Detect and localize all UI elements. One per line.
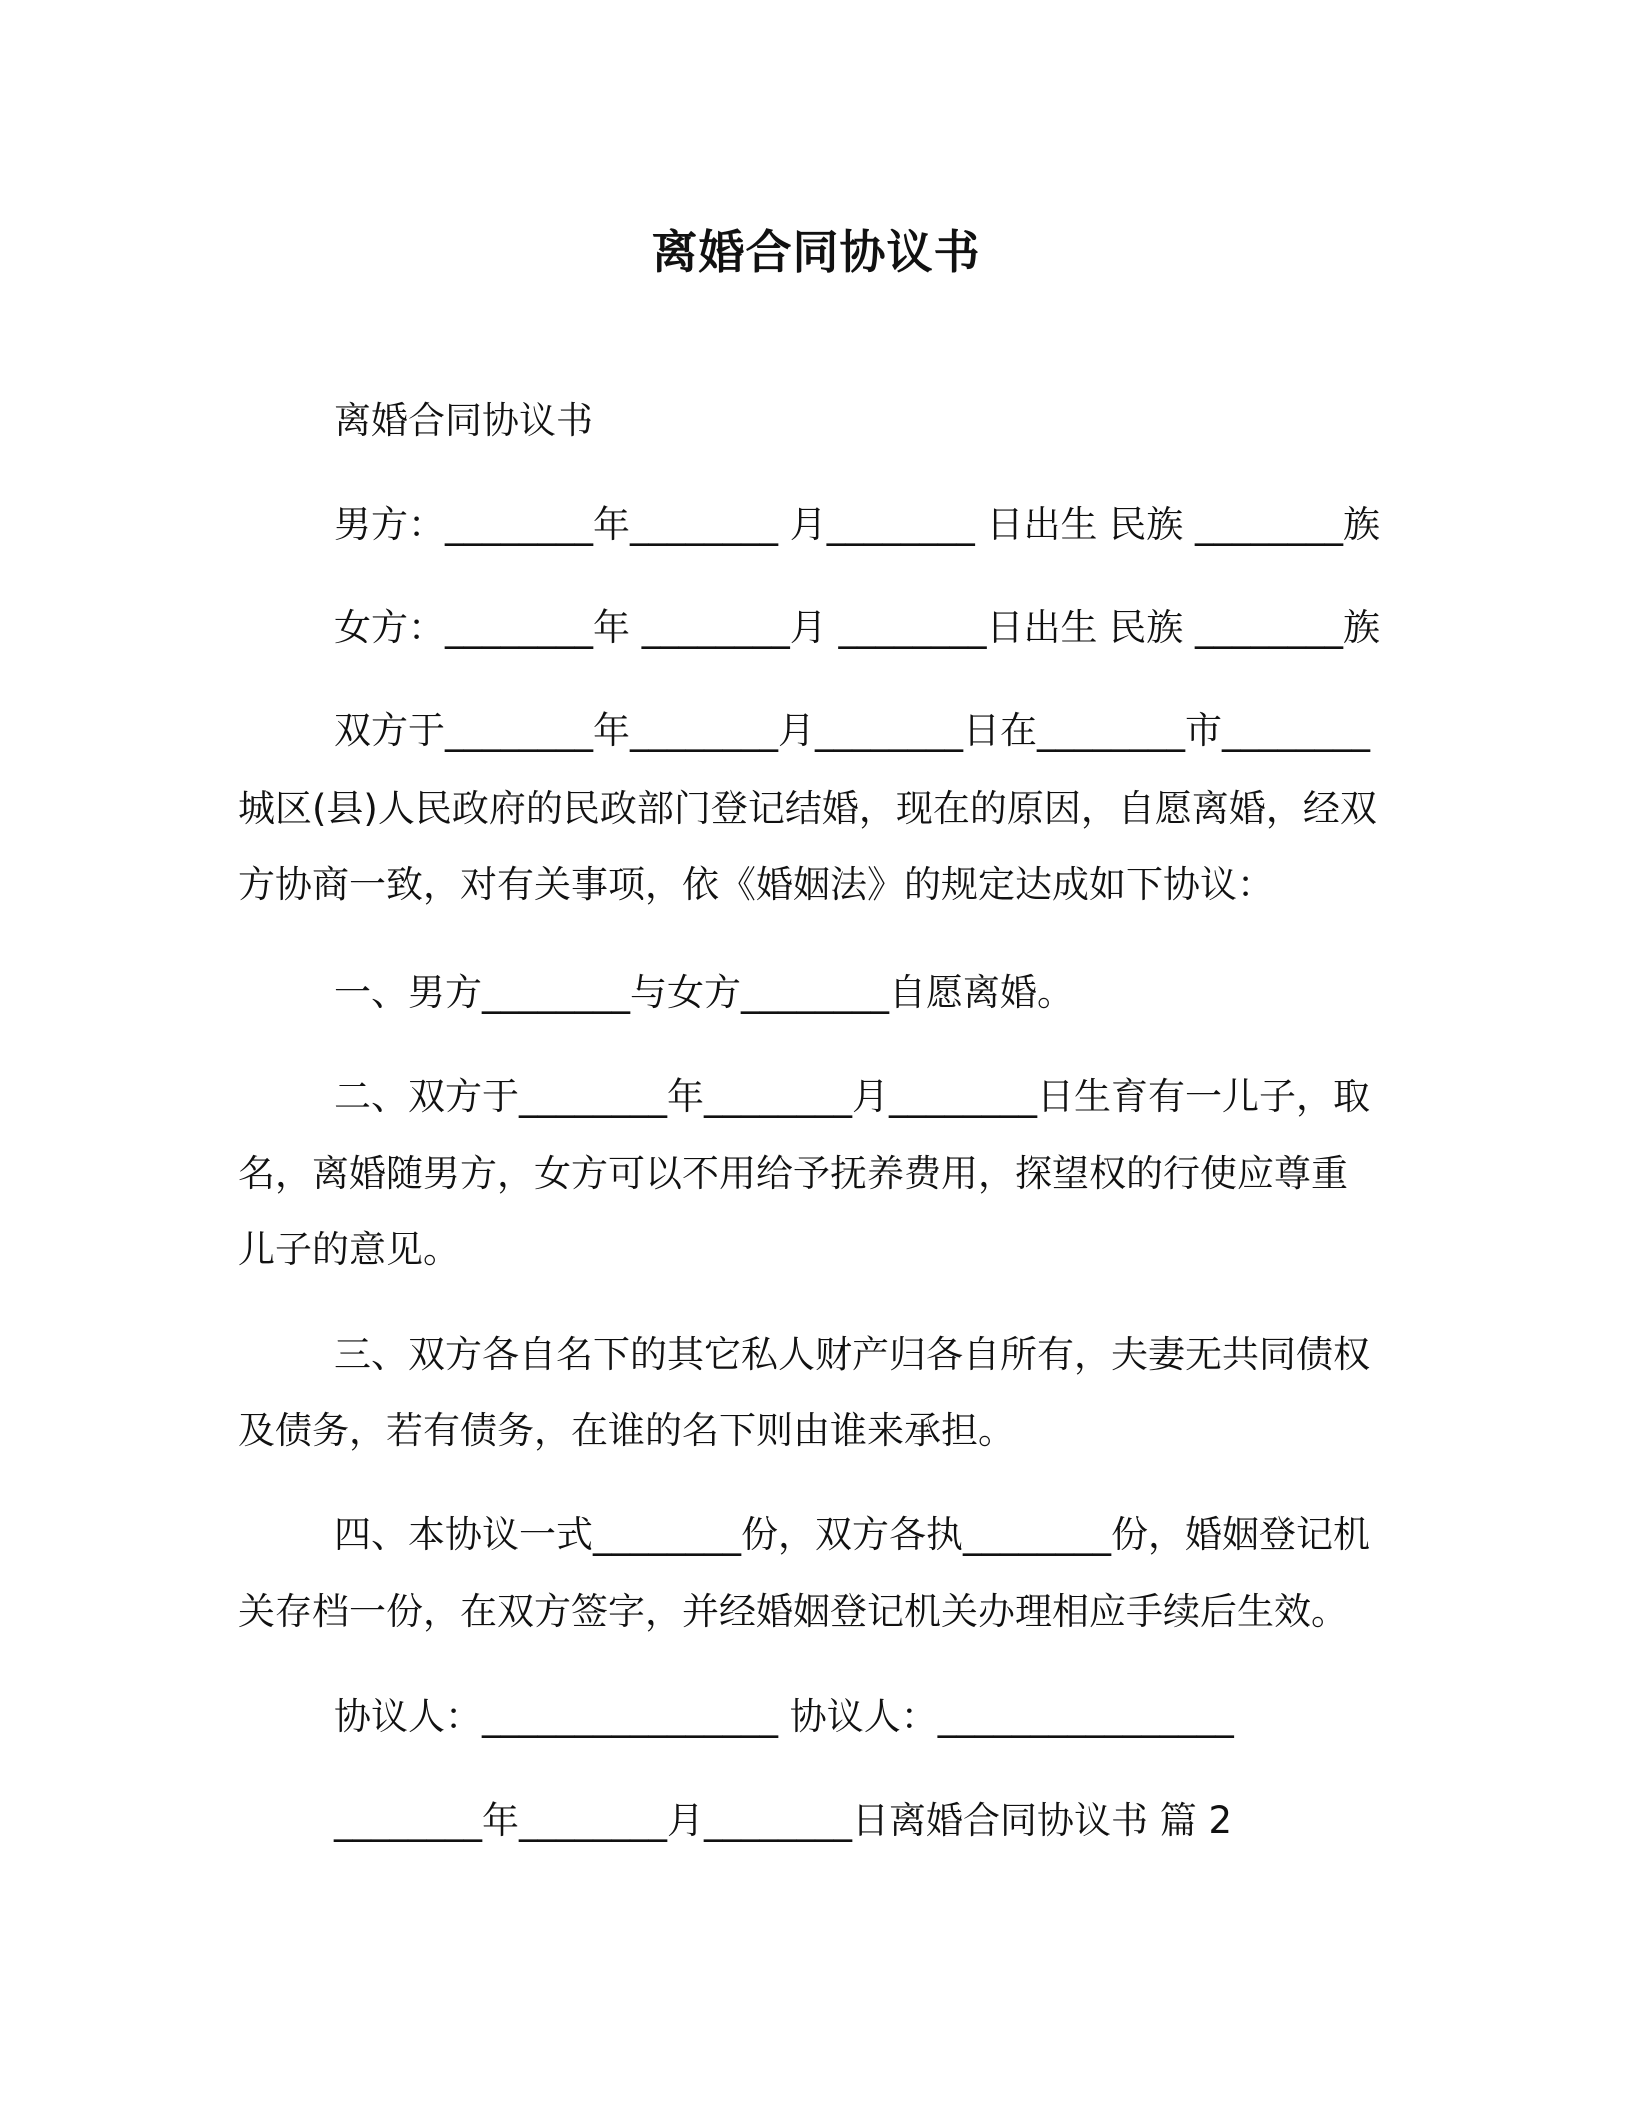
clause-1: 一、男方________与女方________自愿离婚。	[334, 971, 1074, 1014]
clause-2-line-3: 儿子的意见。	[238, 1228, 460, 1271]
clause-2-line-1: 二、双方于________年________月________日生育有一儿子，取	[334, 1075, 1370, 1118]
subtitle-line: 离婚合同协议书	[334, 399, 593, 442]
female-party-line: 女方：________年 ________月 ________日出生 民族 ________族	[334, 606, 1381, 649]
marriage-registration-line-3: 方协商一致，对有关事项，依《婚姻法》的规定达成如下协议：	[238, 863, 1274, 906]
document-title: 离婚合同协议书	[651, 225, 981, 279]
signature-line: 协议人：________________ 协议人：________________	[334, 1695, 1234, 1738]
clause-3-line-2: 及债务，若有债务，在谁的名下则由谁来承担。	[238, 1409, 1015, 1452]
male-party-line: 男方：________年________ 月________ 日出生 民族 ________族	[334, 503, 1381, 546]
clause-2-line-2: 名，离婚随男方，女方可以不用给予抚养费用，探望权的行使应尊重	[238, 1152, 1348, 1195]
marriage-registration-line-1: 双方于________年________月________日在________市________	[334, 709, 1370, 752]
clause-4-line-2: 关存档一份，在双方签字，并经婚姻登记机关办理相应手续后生效。	[238, 1590, 1348, 1633]
marriage-registration-line-2: 城区(县)人民政府的民政部门登记结婚，现在的原因，自愿离婚，经双	[238, 787, 1377, 830]
date-line: ________年________月________日离婚合同协议书 篇 2	[334, 1799, 1233, 1842]
clause-4-line-1: 四、本协议一式________份，双方各执________份，婚姻登记机	[334, 1513, 1370, 1556]
clause-3-line-1: 三、双方各自名下的其它私人财产归各自所有，夫妻无共同债权	[334, 1333, 1370, 1376]
